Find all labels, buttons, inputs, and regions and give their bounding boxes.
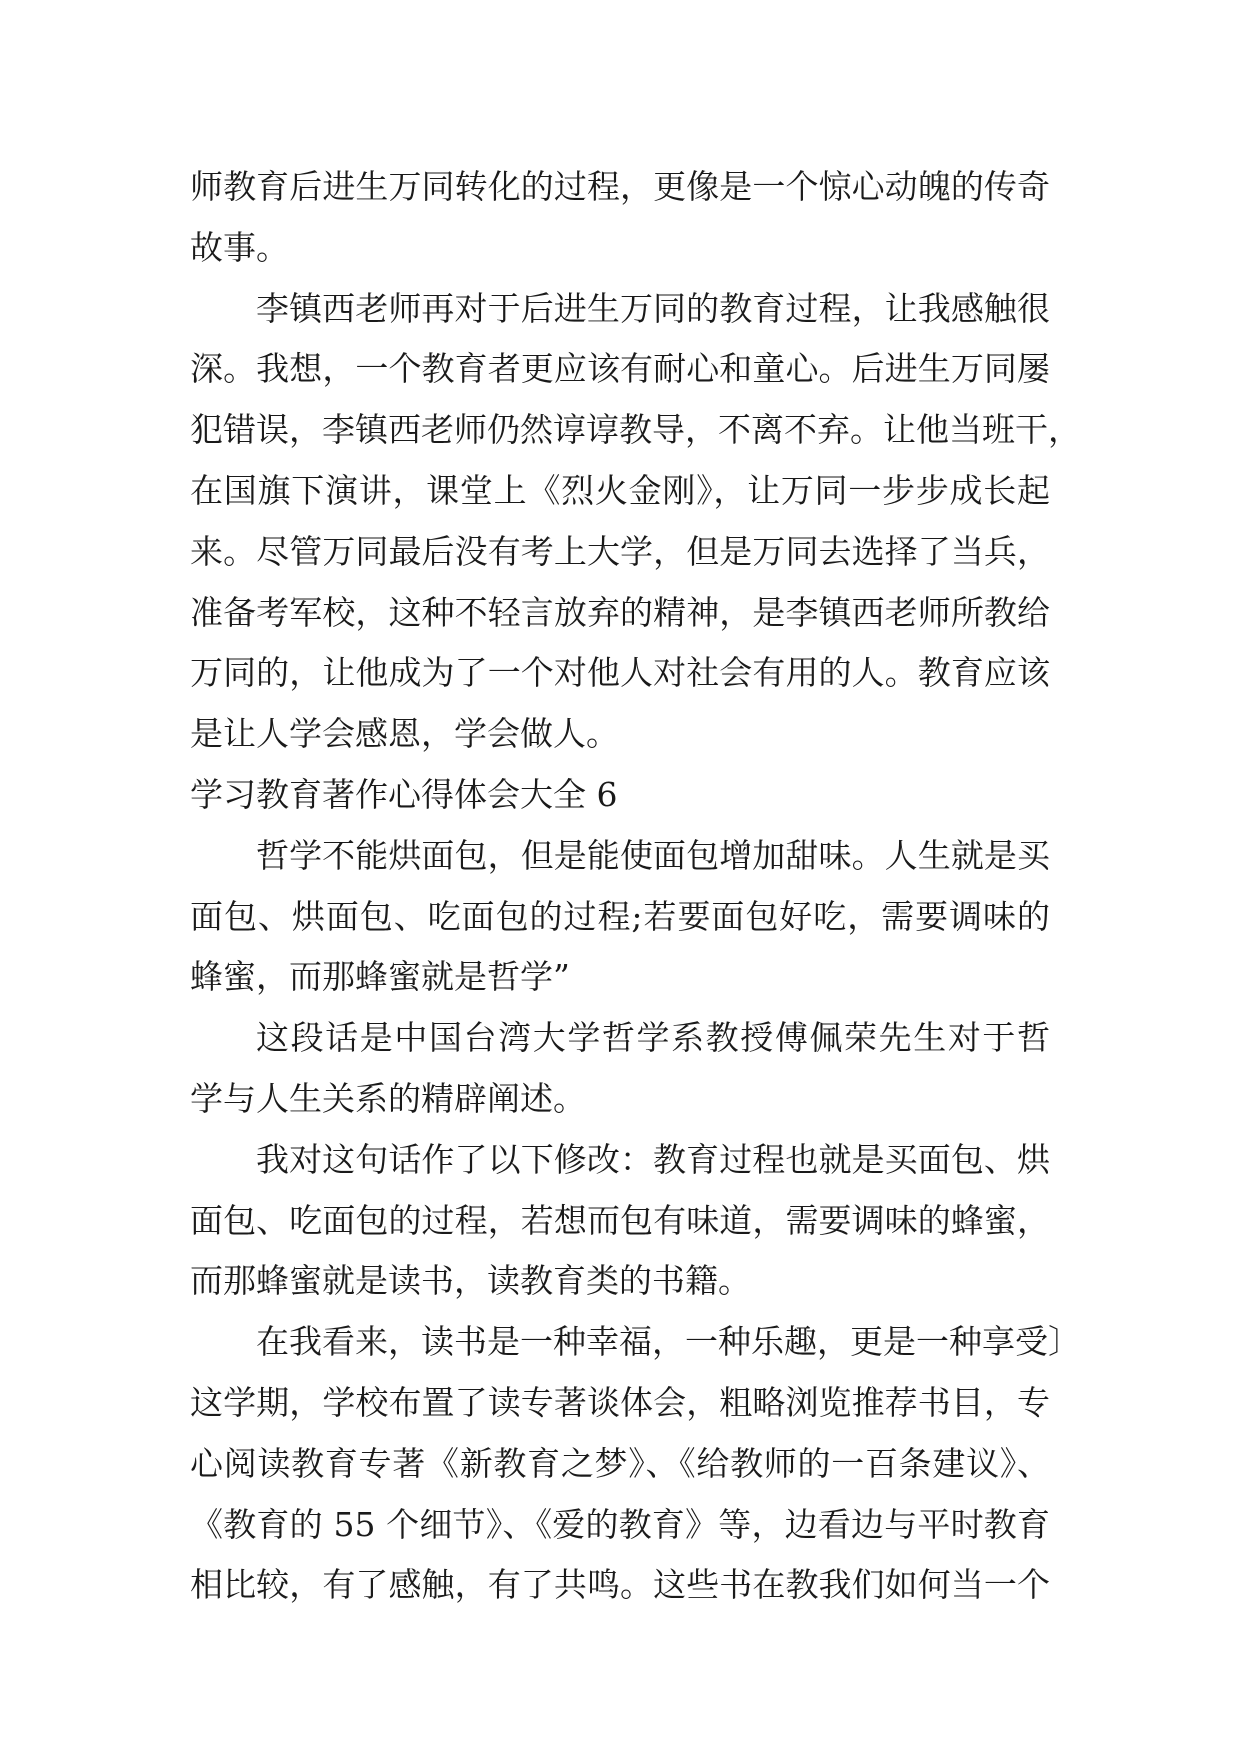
- text-line: 面包、吃面包的过程，若想而包有味道，需要调味的蜂蜜，: [190, 1200, 1050, 1240]
- text-line: 这段话是中国台湾大学哲学系教授傅佩荣先生对于哲: [256, 1018, 1050, 1058]
- text-line: 心阅读教育专著《新教育之梦》、《给教师的一百条建议》、: [190, 1443, 1050, 1483]
- text-line: 这学期，学校布置了读专著谈体会，粗略浏览推荐书目，专: [190, 1382, 1050, 1422]
- text-line: 准备考军校，这种不轻言放弃的精神，是李镇西老师所教给: [190, 592, 1050, 632]
- text-line: 深。我想，一个教育者更应该有耐心和童心。后进生万同屡: [190, 349, 1050, 389]
- text-line: 而那蜂蜜就是读书，读教育类的书籍。: [190, 1261, 751, 1301]
- text-line: 来。尽管万同最后没有考上大学，但是万同去选择了当兵，: [190, 531, 1050, 571]
- text-line: 《教育的 55 个细节》、《爱的教育》等，边看边与平时教育: [190, 1504, 1050, 1544]
- text-line: 李镇西老师再对于后进生万同的教育过程，让我感触很: [256, 288, 1050, 328]
- document-body: [190, 157, 1081, 1616]
- text-line: 学与人生关系的精辟阐述。: [190, 1078, 586, 1118]
- text-line: 相比较，有了感触，有了共鸣。这些书在教我们如何当一个: [190, 1565, 1050, 1605]
- text-line: 师教育后进生万同转化的过程，更像是一个惊心动魄的传奇: [190, 167, 1050, 206]
- text-line: 在国旗下演讲，课堂上《烈火金刚》，让万同一步步成长起: [190, 470, 1050, 510]
- text-line: 哲学不能烘面包，但是能使面包增加甜味。人生就是买: [256, 835, 1050, 875]
- text-line: 故事。: [190, 227, 289, 267]
- text-line: 是让人学会感恩，学会做人。: [190, 714, 619, 754]
- text-line: 蜂蜜，而那蜂蜜就是哲学”: [190, 957, 570, 997]
- text-line: 在我看来，读书是一种幸福，一种乐趣，更是一种享受〕: [256, 1322, 1081, 1362]
- text-line: 我对这句话作了以下修改：教育过程也就是买面包、烘: [256, 1139, 1050, 1179]
- section-heading: 学习教育著作心得体会大全 6: [190, 774, 618, 814]
- text-line: 面包、烘面包、吃面包的过程;若要面包好吃，需要调味的: [190, 896, 1050, 936]
- text-line: 万同的，让他成为了一个对他人对社会有用的人。教育应该: [190, 653, 1050, 693]
- text-line: 犯错误，李镇西老师仍然谆谆教导，不离不弃。让他当班干，: [190, 410, 1081, 450]
